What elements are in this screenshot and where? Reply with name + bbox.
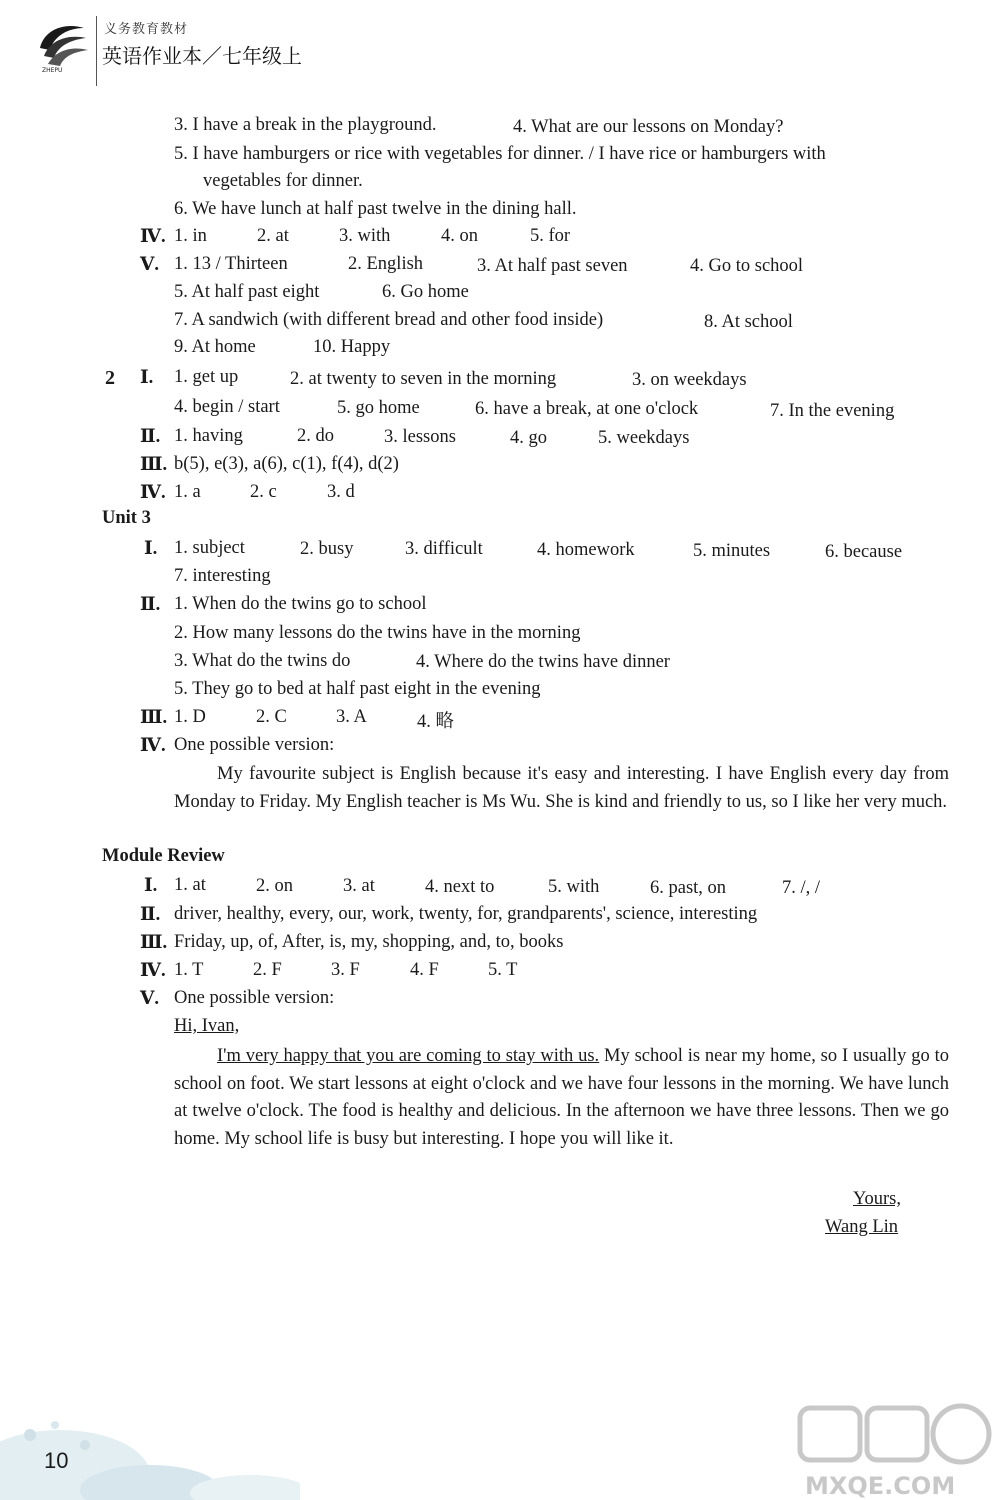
answer-item: 4. 略: [417, 712, 455, 732]
module-review-heading: Module Review: [102, 846, 225, 866]
answer-item: 3. with: [339, 226, 391, 246]
watermark-logo: [795, 1400, 995, 1500]
roman-label: Ⅱ.: [140, 427, 161, 447]
answer-item: 4. F: [410, 960, 439, 980]
answer-item: 3. A: [336, 707, 367, 727]
answer-item: 4. Go to school: [690, 256, 804, 276]
page-number: 10: [44, 1448, 69, 1473]
letter-body-text: My school is near my home, so I usually go to school on foot. We start lessons at eight o'clock and we have four lessons in the morning. We have lunch at twelve o'clock. The food is healthy and delicious. In the afternoon we have three lessons. Then we go home. My school life is busy but interesting. I hope you will like it.: [174, 1046, 950, 1149]
letter-body: [174, 1043, 949, 1153]
roman-label: Ⅲ.: [140, 933, 168, 953]
answer-item: 1. T: [174, 960, 204, 980]
answer-item: 5. At half past eight: [174, 282, 320, 302]
answer-item: 9. At home: [174, 337, 256, 357]
header-divider: [96, 16, 97, 86]
answer-item: 4. on: [441, 226, 478, 246]
answer-line: 2. How many lessons do the twins have in the morning: [174, 623, 581, 643]
answer-item: 5. with: [548, 877, 600, 897]
roman-label: Ⅳ.: [140, 736, 166, 756]
answer-item: 3. F: [331, 960, 360, 980]
answer-item: 1. in: [174, 226, 207, 246]
roman-label: Ⅱ.: [140, 595, 161, 615]
roman-label: Ⅳ.: [140, 483, 166, 503]
answer-item: 1. 13 / Thirteen: [174, 254, 288, 274]
answer-line: 4. What are our lessons on Monday?: [513, 117, 784, 137]
roman-label: Ⅳ.: [140, 961, 166, 981]
answer-item: 3. At half past seven: [477, 256, 628, 276]
answer-item: 7. interesting: [174, 566, 271, 586]
roman-label: Ⅰ.: [144, 876, 158, 896]
answer-item: 3. d: [327, 482, 355, 502]
letter-signature: Wang Lin: [825, 1217, 899, 1237]
answer-item: 6. Go home: [382, 282, 469, 302]
letter-greeting: Hi, Ivan,: [174, 1016, 240, 1036]
answer-intro: One possible version:: [174, 735, 335, 755]
answer-item: 5. weekdays: [598, 428, 690, 448]
roman-label: Ⅲ.: [140, 708, 168, 728]
answer-item: 2. do: [297, 426, 334, 446]
answer-item: 4. go: [510, 428, 547, 448]
answer-item: 3. on weekdays: [632, 370, 747, 390]
answer-item: 6. have a break, at one o'clock: [475, 399, 699, 419]
answer-line: 1. When do the twins go to school: [174, 594, 427, 614]
answer-item: 4. next to: [425, 877, 495, 897]
answer-item: 6. because: [825, 542, 903, 562]
answer-intro: One possible version:: [174, 988, 335, 1008]
watermark-text: MXQE.COM: [805, 1472, 956, 1500]
answer-line: 4. Where do the twins have dinner: [416, 652, 670, 672]
series-name: 义务教育教材: [104, 22, 189, 37]
sample-paragraph: My favourite subject is English because it's easy and interesting. I have English every day from Monday to Friday. My English teacher is Ms Wu. She is kind and friendly to us, so I like her very much.: [174, 764, 949, 812]
roman-label: Ⅲ.: [140, 455, 168, 475]
logo-text: ZHEPU: [42, 67, 63, 74]
answer-item: 5. minutes: [693, 541, 771, 561]
answer-item: 7. /, /: [782, 878, 821, 898]
answer-item: 7. In the evening: [770, 401, 895, 421]
answer-item: 6. past, on: [650, 878, 727, 898]
answer-item: 10. Happy: [313, 337, 391, 357]
roman-label: Ⅳ.: [140, 227, 166, 247]
answer-line: 3. What do the twins do: [174, 651, 351, 671]
answer-item: 3. difficult: [405, 539, 483, 559]
answer-item: 2. at twenty to seven in the morning: [290, 369, 557, 389]
answer-item: 3. lessons: [384, 427, 456, 447]
answer-item: 2. on: [256, 876, 293, 896]
answer-item: 1. subject: [174, 538, 245, 558]
letter-closing: Yours,: [853, 1189, 901, 1209]
answer-item: 2. at: [257, 226, 289, 246]
answer-item: 8. At school: [704, 312, 793, 332]
answer-item: 3. at: [343, 876, 375, 896]
unit-heading: Unit 3: [102, 508, 151, 528]
answer-line: 6. We have lunch at half past twelve in the dining hall.: [174, 199, 577, 219]
roman-label: Ⅴ.: [140, 255, 159, 275]
answer-item: 2. busy: [300, 539, 354, 559]
answer-item: Friday, up, of, After, is, my, shopping, and, to, books: [174, 932, 564, 952]
answer-item: 7. A sandwich (with different bread and other food inside): [174, 310, 604, 330]
answer-item: 1. get up: [174, 367, 239, 387]
answer-item: 2. C: [256, 707, 287, 727]
answer-item: 5. for: [530, 226, 571, 246]
roman-label: Ⅴ.: [140, 989, 159, 1009]
answer-line: 3. I have a break in the playground.: [174, 115, 437, 135]
roman-label: Ⅰ.: [140, 368, 154, 388]
roman-label: Ⅱ.: [140, 905, 161, 925]
publisher-logo-icon: [34, 18, 90, 74]
answer-item: 4. homework: [537, 540, 635, 560]
answer-line: vegetables for dinner.: [203, 171, 363, 191]
section-number: 2: [105, 367, 115, 389]
roman-label: Ⅰ.: [144, 539, 158, 559]
answer-item: 4. begin / start: [174, 397, 280, 417]
answer-item: 2. c: [250, 482, 277, 502]
letter-underlined-sentence: I'm very happy that you are coming to stay with us.: [217, 1046, 600, 1066]
answer-item: 5. T: [488, 960, 518, 980]
answer-item: 1. a: [174, 482, 201, 502]
answer-item: 5. go home: [337, 398, 420, 418]
answer-item: b(5), e(3), a(6), c(1), f(4), d(2): [174, 454, 399, 474]
answer-item: 1. at: [174, 875, 206, 895]
answer-item: 2. English: [348, 254, 424, 274]
answer-line: 5. They go to bed at half past eight in the evening: [174, 679, 541, 699]
answer-item: driver, healthy, every, our, work, twenty, for, grandparents', science, interesting: [174, 904, 758, 924]
answer-line: 5. I have hamburgers or rice with vegetables for dinner. / I have rice or hamburgers with: [174, 144, 826, 164]
answer-item: 1. D: [174, 707, 206, 727]
answer-item: 1. having: [174, 426, 243, 446]
answer-item: 2. F: [253, 960, 282, 980]
book-title: 英语作业本／七年级上: [102, 44, 302, 68]
